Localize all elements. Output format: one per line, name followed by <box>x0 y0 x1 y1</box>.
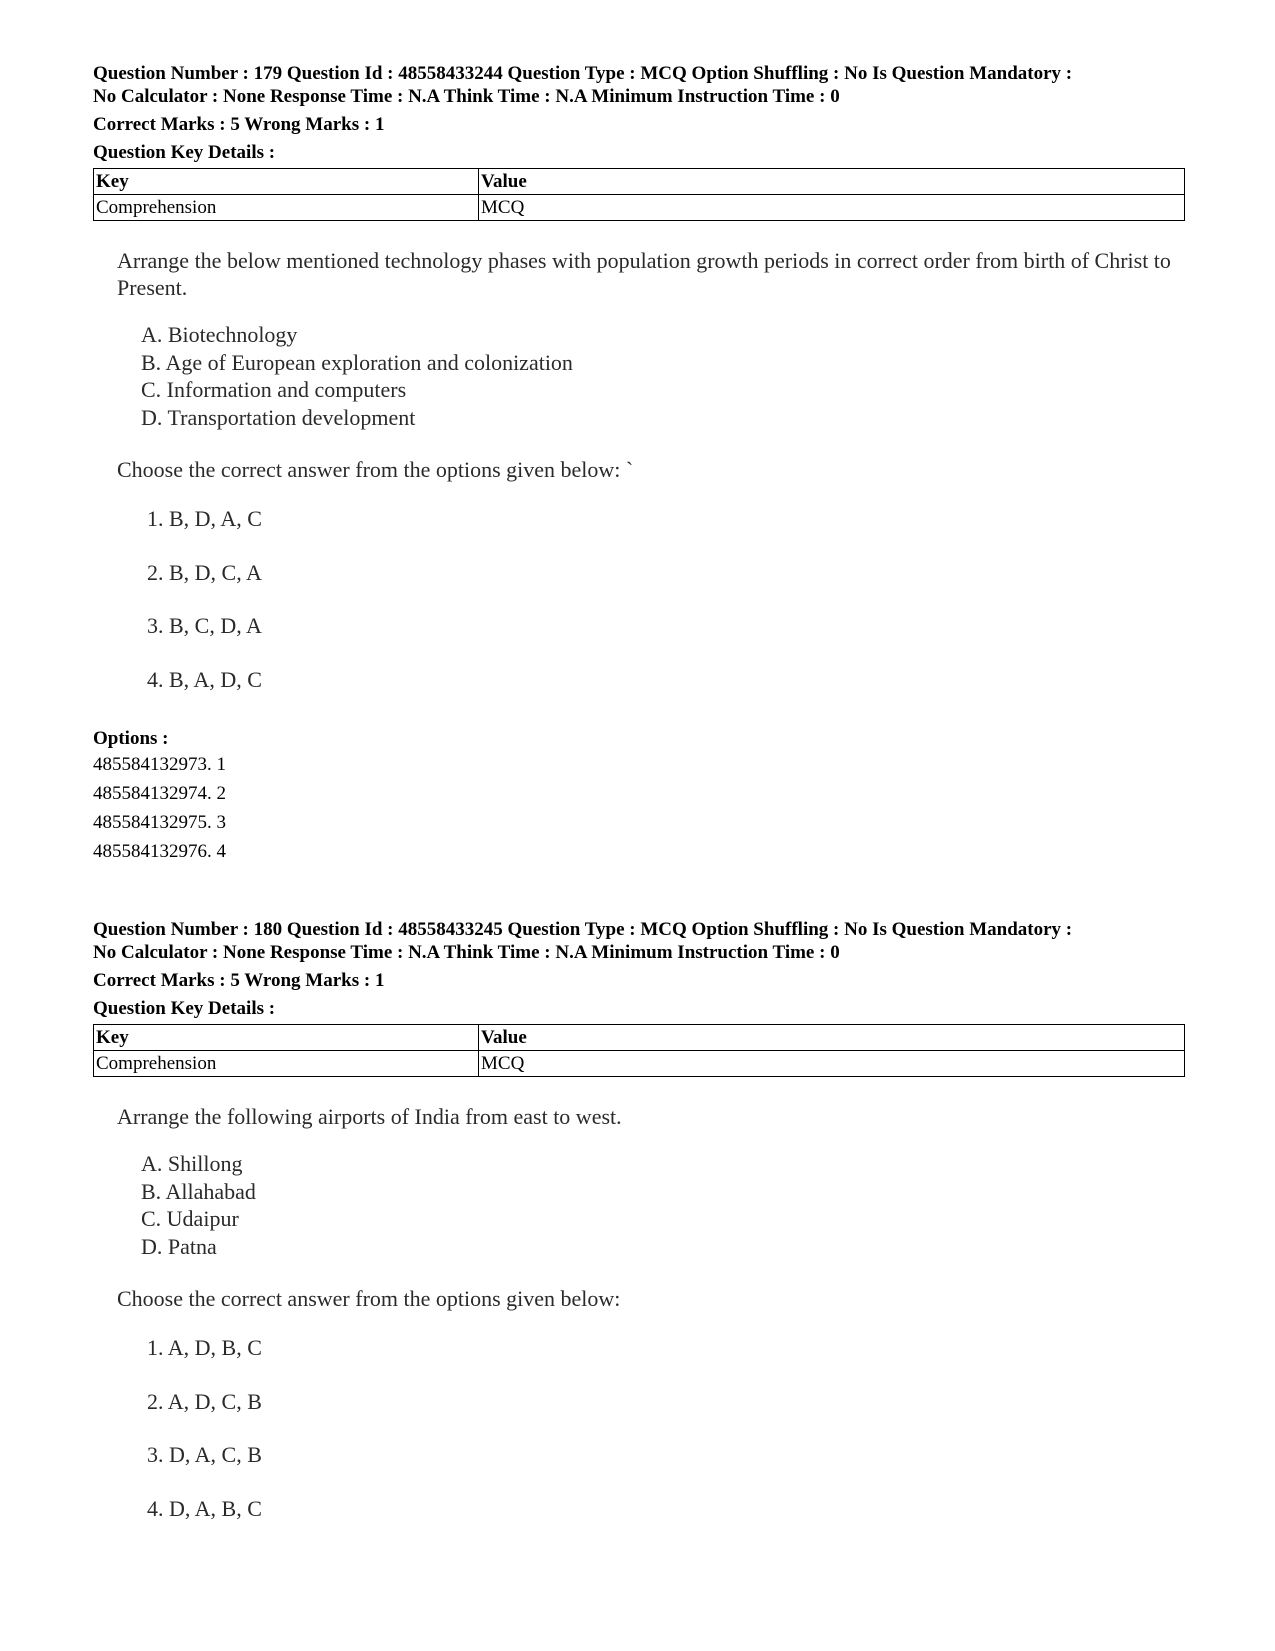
answer-choices <box>147 505 1185 719</box>
choose-instruction: Choose the correct answer from the options given below: ` <box>117 457 634 482</box>
table-cell-value: MCQ <box>479 195 1185 221</box>
answer-choice: 1. B, D, A, C <box>147 506 262 531</box>
option-row: 485584132973. 1 <box>93 754 226 775</box>
option-row: 485584132974. 2 <box>93 783 226 804</box>
meta-line-1: Question Number : 180 Question Id : 48558433245 Question Type : MCQ Option Shuffling : No Is Question Mandatory : <box>93 919 1073 940</box>
statement-item: D. Patna <box>141 1233 217 1259</box>
marks-line: Correct Marks : 5 Wrong Marks : 1 <box>93 114 385 135</box>
table-header-key: Key <box>94 1025 479 1051</box>
statement-list <box>141 1150 1185 1260</box>
answer-choice: 2. A, D, C, B <box>147 1388 262 1414</box>
table-cell-key: Comprehension <box>94 1051 479 1077</box>
statement-list <box>141 321 1185 431</box>
answer-choices <box>147 1334 1185 1548</box>
table-row <box>94 1051 1185 1077</box>
key-details-table <box>93 168 1185 221</box>
question-body <box>93 247 1185 719</box>
statement-item: B. Allahabad <box>141 1178 256 1204</box>
options-label: Options : <box>93 728 169 749</box>
statement-item: D. Transportation development <box>141 404 416 430</box>
option-row: 485584132975. 3 <box>93 812 226 833</box>
options-list <box>93 750 1185 866</box>
statement-item: A. Biotechnology <box>141 322 298 347</box>
question-meta <box>93 62 1185 108</box>
marks-line: Correct Marks : 5 Wrong Marks : 1 <box>93 970 385 991</box>
table-cell-key: Comprehension <box>94 195 479 221</box>
key-details-label: Question Key Details : <box>93 142 276 163</box>
table-header-row <box>94 1025 1185 1051</box>
answer-choice: 4. B, A, D, C <box>147 666 262 692</box>
table-cell-value: MCQ <box>479 1051 1185 1077</box>
statement-item: A. Shillong <box>141 1151 243 1176</box>
key-details-table <box>93 1024 1185 1077</box>
choose-instruction: Choose the correct answer from the options given below: <box>117 1286 621 1311</box>
question-stem: Arrange the following airports of India from east to west. <box>117 1104 622 1129</box>
statement-item: C. Udaipur <box>141 1206 239 1231</box>
meta-line-2: No Calculator : None Response Time : N.A Think Time : N.A Minimum Instruction Time : 0 <box>93 942 840 963</box>
question-180 <box>93 918 1185 1548</box>
key-details-label: Question Key Details : <box>93 998 276 1019</box>
question-stem: Arrange the below mentioned technology phases with population growth periods in correct order from birth of Christ to Present. <box>117 248 1171 300</box>
table-header-key: Key <box>94 169 479 195</box>
answer-choice: 4. D, A, B, C <box>147 1495 262 1521</box>
question-body <box>93 1103 1185 1548</box>
table-header-row <box>94 169 1185 195</box>
answer-choice: 2. B, D, C, A <box>147 559 262 585</box>
statement-item: C. Information and computers <box>141 377 407 402</box>
question-meta <box>93 918 1185 964</box>
table-row <box>94 195 1185 221</box>
answer-choice: 3. D, A, C, B <box>147 1442 262 1467</box>
table-header-value: Value <box>479 169 1185 195</box>
question-179 <box>93 62 1185 866</box>
option-row: 485584132976. 4 <box>93 841 226 862</box>
meta-line-2: No Calculator : None Response Time : N.A Think Time : N.A Minimum Instruction Time : 0 <box>93 86 840 107</box>
answer-choice: 3. B, C, D, A <box>147 613 262 638</box>
table-header-value: Value <box>479 1025 1185 1051</box>
meta-line-1: Question Number : 179 Question Id : 48558433244 Question Type : MCQ Option Shuffling : No Is Question Mandatory : <box>93 63 1073 84</box>
statement-item: B. Age of European exploration and colonization <box>141 349 573 375</box>
answer-choice: 1. A, D, B, C <box>147 1335 262 1360</box>
